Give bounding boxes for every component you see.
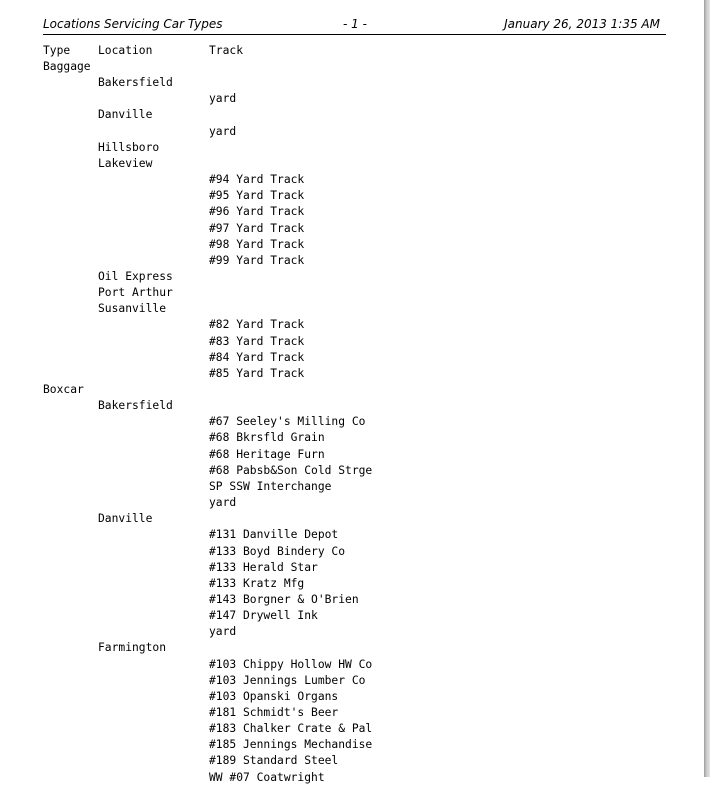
track-name: #189 Standard Steel	[209, 754, 339, 768]
track-name: #183 Chalker Crate & Pal	[209, 722, 373, 736]
track-name: #131 Danville Depot	[209, 528, 339, 542]
location-name: Hillsboro	[98, 140, 160, 154]
location-name: Farmington	[98, 641, 167, 655]
track-name: #82 Yard Track	[209, 318, 305, 332]
location-name: Oil Express	[98, 269, 173, 283]
location-name: Susanville	[98, 302, 167, 316]
track-name: #181 Schmidt's Beer	[209, 706, 339, 719]
track-name: #143 Borgner & O'Brien	[209, 592, 359, 606]
track-name: #103 Chippy Hollow HW Co	[209, 657, 373, 671]
location-name: Danville	[98, 512, 153, 526]
track-name: #68 Pabsb&Son Cold Strge	[209, 463, 373, 477]
location-name: Port Arthur	[98, 286, 173, 300]
car-type-label: Boxcar	[43, 383, 84, 396]
track-name: yard	[209, 124, 237, 138]
location-name: Bakersfield	[98, 76, 173, 90]
track-name: SP SSW Interchange	[209, 479, 332, 493]
track-name: #133 Boyd Bindery Co	[209, 544, 346, 558]
report-header	[43, 16, 666, 35]
page-edge-shadow	[704, 0, 710, 777]
track-name: yard	[209, 496, 237, 510]
track-name: #68 Bkrsfld Grain	[209, 431, 325, 445]
track-name: #84 Yard Track	[209, 350, 305, 364]
location-name: Danville	[98, 108, 153, 122]
track-name: #94 Yard Track	[209, 173, 305, 187]
track-name: #85 Yard Track	[209, 366, 305, 380]
column-header-track: Track	[209, 44, 244, 57]
column-header-type: Type	[43, 44, 71, 57]
track-name: #68 Heritage Furn	[209, 447, 325, 461]
track-name: #83 Yard Track	[209, 334, 305, 348]
track-name: #96 Yard Track	[209, 205, 305, 219]
report-title: Locations Servicing Car Types	[43, 17, 223, 31]
track-name: #185 Jennings Mechandise	[209, 738, 373, 752]
track-name: #97 Yard Track	[209, 221, 305, 235]
track-name: #95 Yard Track	[209, 189, 305, 203]
track-name: #133 Kratz Mfg	[209, 576, 305, 590]
track-name: #103 Jennings Lumber Co	[209, 673, 366, 687]
column-header-location: Location	[98, 44, 153, 57]
report-date: January 26, 2013 1:35 AM	[504, 17, 660, 31]
location-name: Bakersfield	[98, 399, 173, 413]
track-name: yard	[209, 625, 237, 639]
track-name: #99 Yard Track	[209, 253, 305, 267]
track-name: #67 Seeley's Milling Co	[209, 415, 366, 429]
track-name: yard	[209, 92, 237, 106]
car-type-label: Baggage	[43, 60, 91, 73]
track-name: #133 Herald Star	[209, 560, 318, 574]
page-number: - 1 -	[343, 17, 367, 31]
track-name: WW #07 Coatwright	[209, 770, 325, 784]
track-name: #147 Drywell Ink	[209, 609, 318, 623]
track-name: #98 Yard Track	[209, 237, 305, 251]
location-name: Lakeview	[98, 156, 153, 170]
track-name: #103 Opanski Organs	[209, 689, 339, 703]
